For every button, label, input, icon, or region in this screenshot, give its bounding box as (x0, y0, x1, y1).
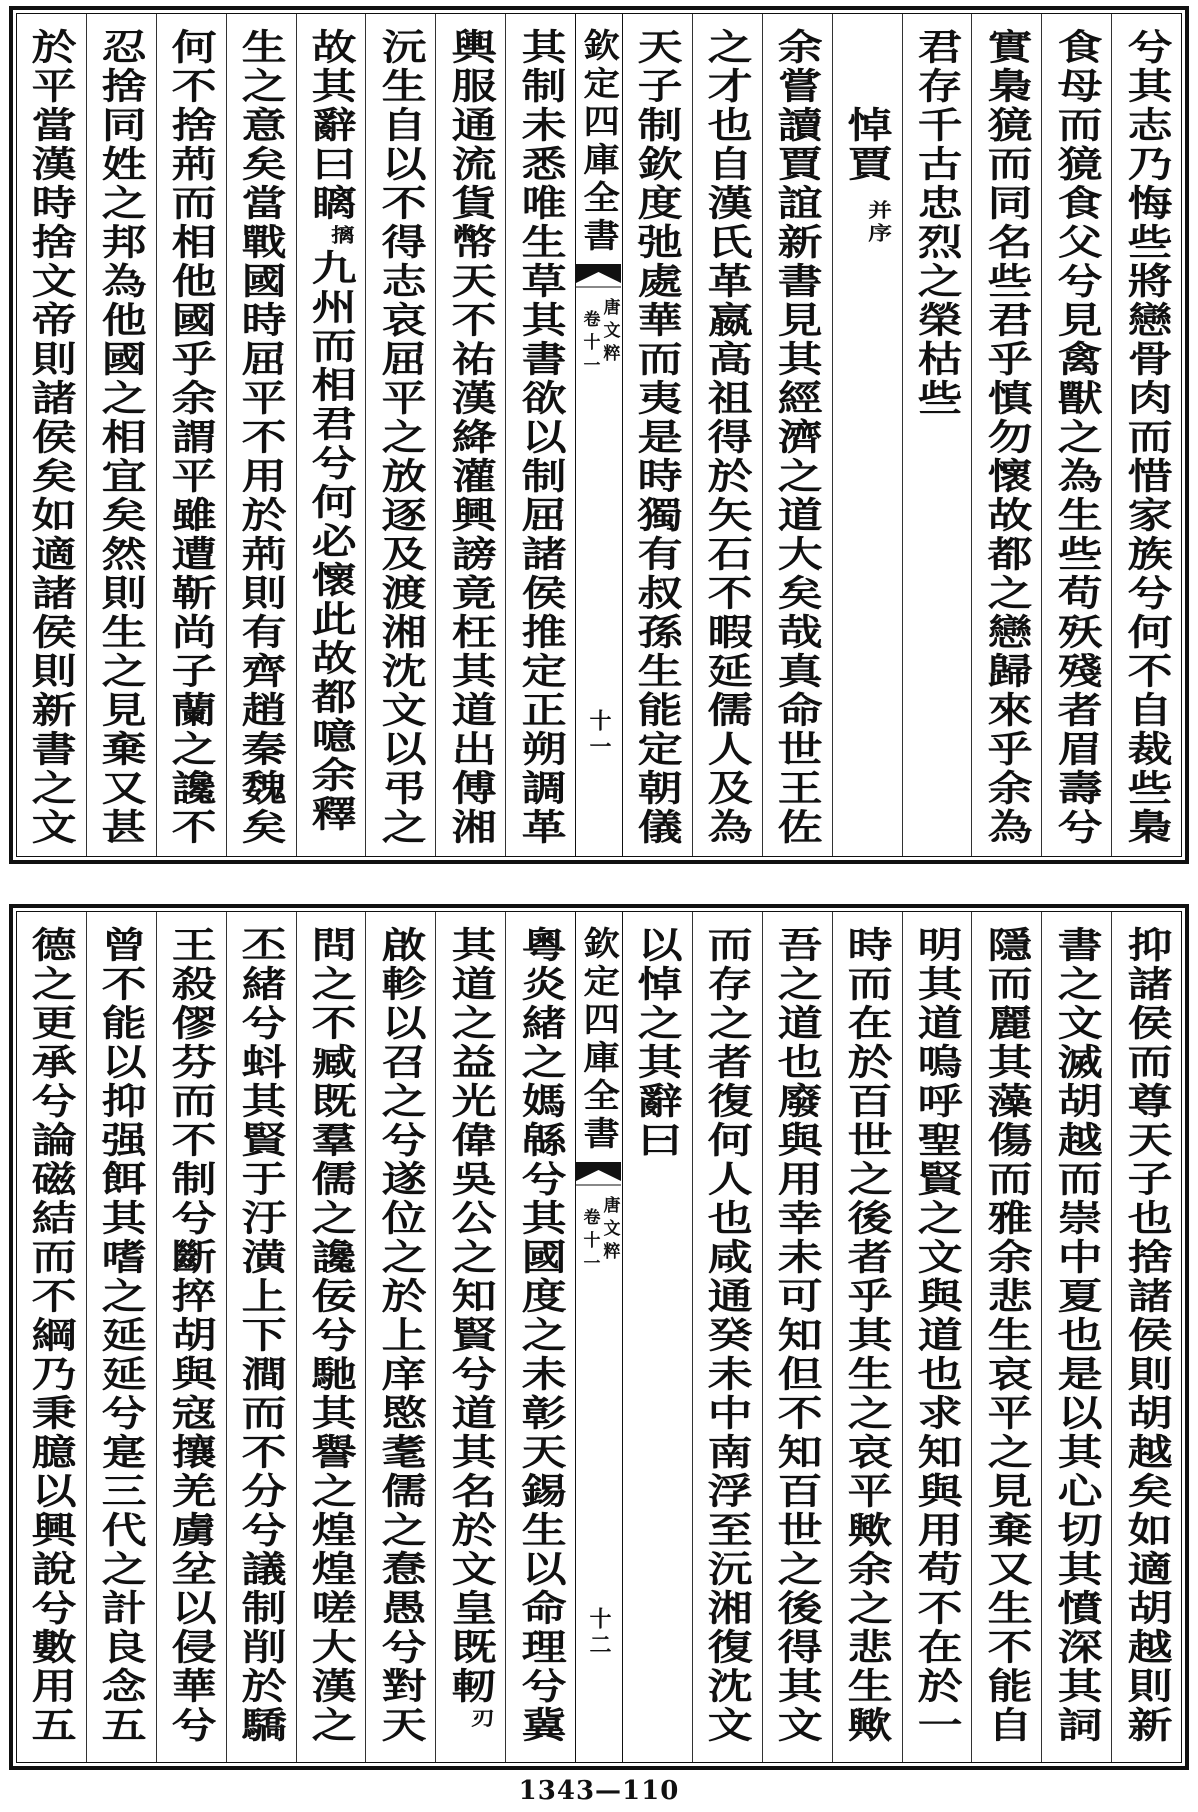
right-half-page (623, 14, 1181, 856)
interlinear-note: 摛 (327, 225, 355, 246)
text-column (623, 14, 693, 856)
column-text: 隱而麗其藻傷而雅余悲生哀平之見棄又生不能自 (980, 926, 1034, 1745)
column-text: 何不捨荊而相他國乎余謂平雖遭靳尚子蘭之讒不 (164, 28, 218, 847)
page-panel-lower (9, 904, 1189, 1770)
left-half-page (17, 14, 575, 856)
text-column (903, 912, 973, 1762)
column-text: 天子制欽度弛處華而夷是時獨有叔孫生能定朝儀 (631, 28, 684, 847)
interlinear-note: 刃 (466, 1708, 495, 1729)
text-column (366, 912, 436, 1762)
leaf-number-text: 十二 (586, 1607, 612, 1659)
column-text: 實梟獍而同名些君乎慎勿懷故都之戀歸來乎余為 (980, 28, 1034, 847)
text-column (972, 14, 1042, 856)
page-panel-upper (9, 6, 1189, 864)
column-text: 書之文滅胡越而崇中夏也是以其心切其憤深其詞 (1050, 926, 1103, 1745)
page-frame (16, 13, 1182, 857)
fold-collection-title (576, 926, 622, 1154)
text-column (157, 912, 227, 1762)
text-column (1112, 912, 1181, 1762)
text-column (1042, 14, 1112, 856)
column-text: 沅生自以不得志哀屈平之放逐及渡湘沈文以弔之 (374, 28, 428, 847)
right-half-page (623, 912, 1181, 1762)
collection-title: 欽定四庫全書 (577, 28, 621, 256)
text-column (157, 14, 227, 856)
column-text: 丕緒兮蚪其賢于汙潢上下澗而不分兮議制削於驕 (234, 926, 288, 1745)
column-text (304, 28, 358, 834)
text-column (366, 14, 436, 856)
text-column (297, 912, 367, 1762)
text-column (17, 14, 87, 856)
column-text-part: 其道之益光偉吳公之知賢兮道其名於文皇既軔 (444, 926, 497, 1706)
text-column (87, 14, 157, 856)
text-column (506, 912, 575, 1762)
section-subtitle: 并序 (864, 200, 893, 246)
column-text: 吾之道也廢與用幸未可知但不知百世之後得其文 (770, 926, 824, 1745)
fish-tail-icon (576, 264, 621, 288)
column-text: 問之不臧既羣儒之讒佞兮馳其譽之煌煌嗟大漢之 (304, 926, 358, 1745)
work-title: 唐文粹 (599, 1196, 620, 1265)
column-text: 曾不能以抑强餌其嗜之延延兮寔三代之計良念五 (95, 926, 148, 1745)
column-text: 輿服通流貨幣天不祐漢絳灌興謗竟枉其道出傅湘 (444, 28, 497, 847)
leaf-number-text: 十一 (586, 709, 612, 761)
section-title-column (833, 14, 903, 856)
column-text: 時而在於百世之後者乎其生之哀平歟余之悲生歟 (840, 926, 894, 1745)
volume-label: 卷十一 (579, 1208, 600, 1277)
left-half-page (17, 912, 575, 1762)
center-fold (575, 912, 623, 1762)
column-text: 明其道嗚呼聖賢之文與道也求知與用苟不在於一 (910, 926, 964, 1745)
text-column (436, 14, 506, 856)
work-title: 唐文粹 (599, 298, 620, 367)
fold-subtitle (576, 298, 622, 379)
column-text: 粵炎緒之媽緜兮其國度之未彰天錫生以命理兮冀 (514, 926, 567, 1745)
column-text: 於平當漢時捨文帝則諸侯矣如適諸侯則新書之文 (25, 28, 78, 847)
column-text: 而存之者復何人也咸通癸未中南浮至沅湘復沈文 (701, 926, 754, 1745)
column-text: 兮其志乃悔些將戀骨肉而惜家族兮何不自裁些梟 (1120, 28, 1173, 847)
fish-tail-icon (576, 1162, 621, 1186)
section-title: 悼賈 (840, 106, 894, 184)
text-column (1112, 14, 1181, 856)
column-text: 以悼之其辭曰 (631, 926, 684, 1160)
center-fold (575, 14, 623, 856)
text-column (693, 912, 763, 1762)
column-text: 抑諸侯而尊天子也捨諸侯則胡越矣如適胡越則新 (1120, 926, 1173, 1745)
column-text (444, 926, 497, 1732)
collection-title: 欽定四庫全書 (577, 926, 621, 1154)
column-text-part: 故其辭曰瞝 (304, 28, 358, 223)
leaf-number (576, 709, 622, 761)
text-column (623, 912, 693, 1762)
text-column (903, 14, 973, 856)
text-column (17, 912, 87, 1762)
column-text: 其制未悉唯生草其書欲以制屈諸侯推定正朔調革 (514, 28, 567, 847)
text-column (763, 14, 833, 856)
fold-subtitle (576, 1196, 622, 1277)
text-column (227, 912, 297, 1762)
column-text-part: 九州而相君兮何必懷此故都噫余釋 (304, 249, 358, 834)
column-text: 德之更承兮論磁結而不綱乃秉臆以興說兮數用五 (25, 926, 78, 1745)
text-column-annotated (436, 912, 506, 1762)
text-column (833, 912, 903, 1762)
column-text: 之才也自漢氏革嬴高祖得於矢石不暇延儒人及為 (701, 28, 754, 847)
column-text: 王殺僇芬而不制兮斷捽胡與寇攘羌虜坌以侵華兮 (164, 926, 218, 1745)
column-text: 君存千古忠烈之榮枯些 (910, 28, 964, 418)
text-column (506, 14, 575, 856)
text-column (693, 14, 763, 856)
fish-tail-mark (576, 264, 621, 288)
footer-page-number: 1343—110 (518, 1776, 680, 1806)
text-column (1042, 912, 1112, 1762)
column-text: 生之意矣當戰國時屈平不用於荊則有齊趙秦魏矣 (234, 28, 288, 847)
volume-label: 卷十一 (579, 310, 600, 379)
section-heading (840, 106, 894, 246)
column-text: 食母而獍食父兮見禽獸之為生些苟殀殘者眉壽兮 (1050, 28, 1103, 847)
text-column-annotated (297, 14, 367, 856)
text-column (972, 912, 1042, 1762)
fish-tail-mark (576, 1162, 621, 1186)
text-column (87, 912, 157, 1762)
column-text: 啟軫以召之兮遂位之於上庠愍耄儒之惷愚兮對天 (374, 926, 428, 1745)
fold-collection-title (576, 28, 622, 256)
text-column (763, 912, 833, 1762)
text-column (227, 14, 297, 856)
leaf-number (576, 1607, 622, 1659)
column-text: 余嘗讀賈誼新書見其經濟之道大矣哉真命世王佐 (770, 28, 824, 847)
column-text: 忍捨同姓之邦為他國之相宜矣然則生之見棄又甚 (95, 28, 148, 847)
page-frame (16, 911, 1182, 1763)
